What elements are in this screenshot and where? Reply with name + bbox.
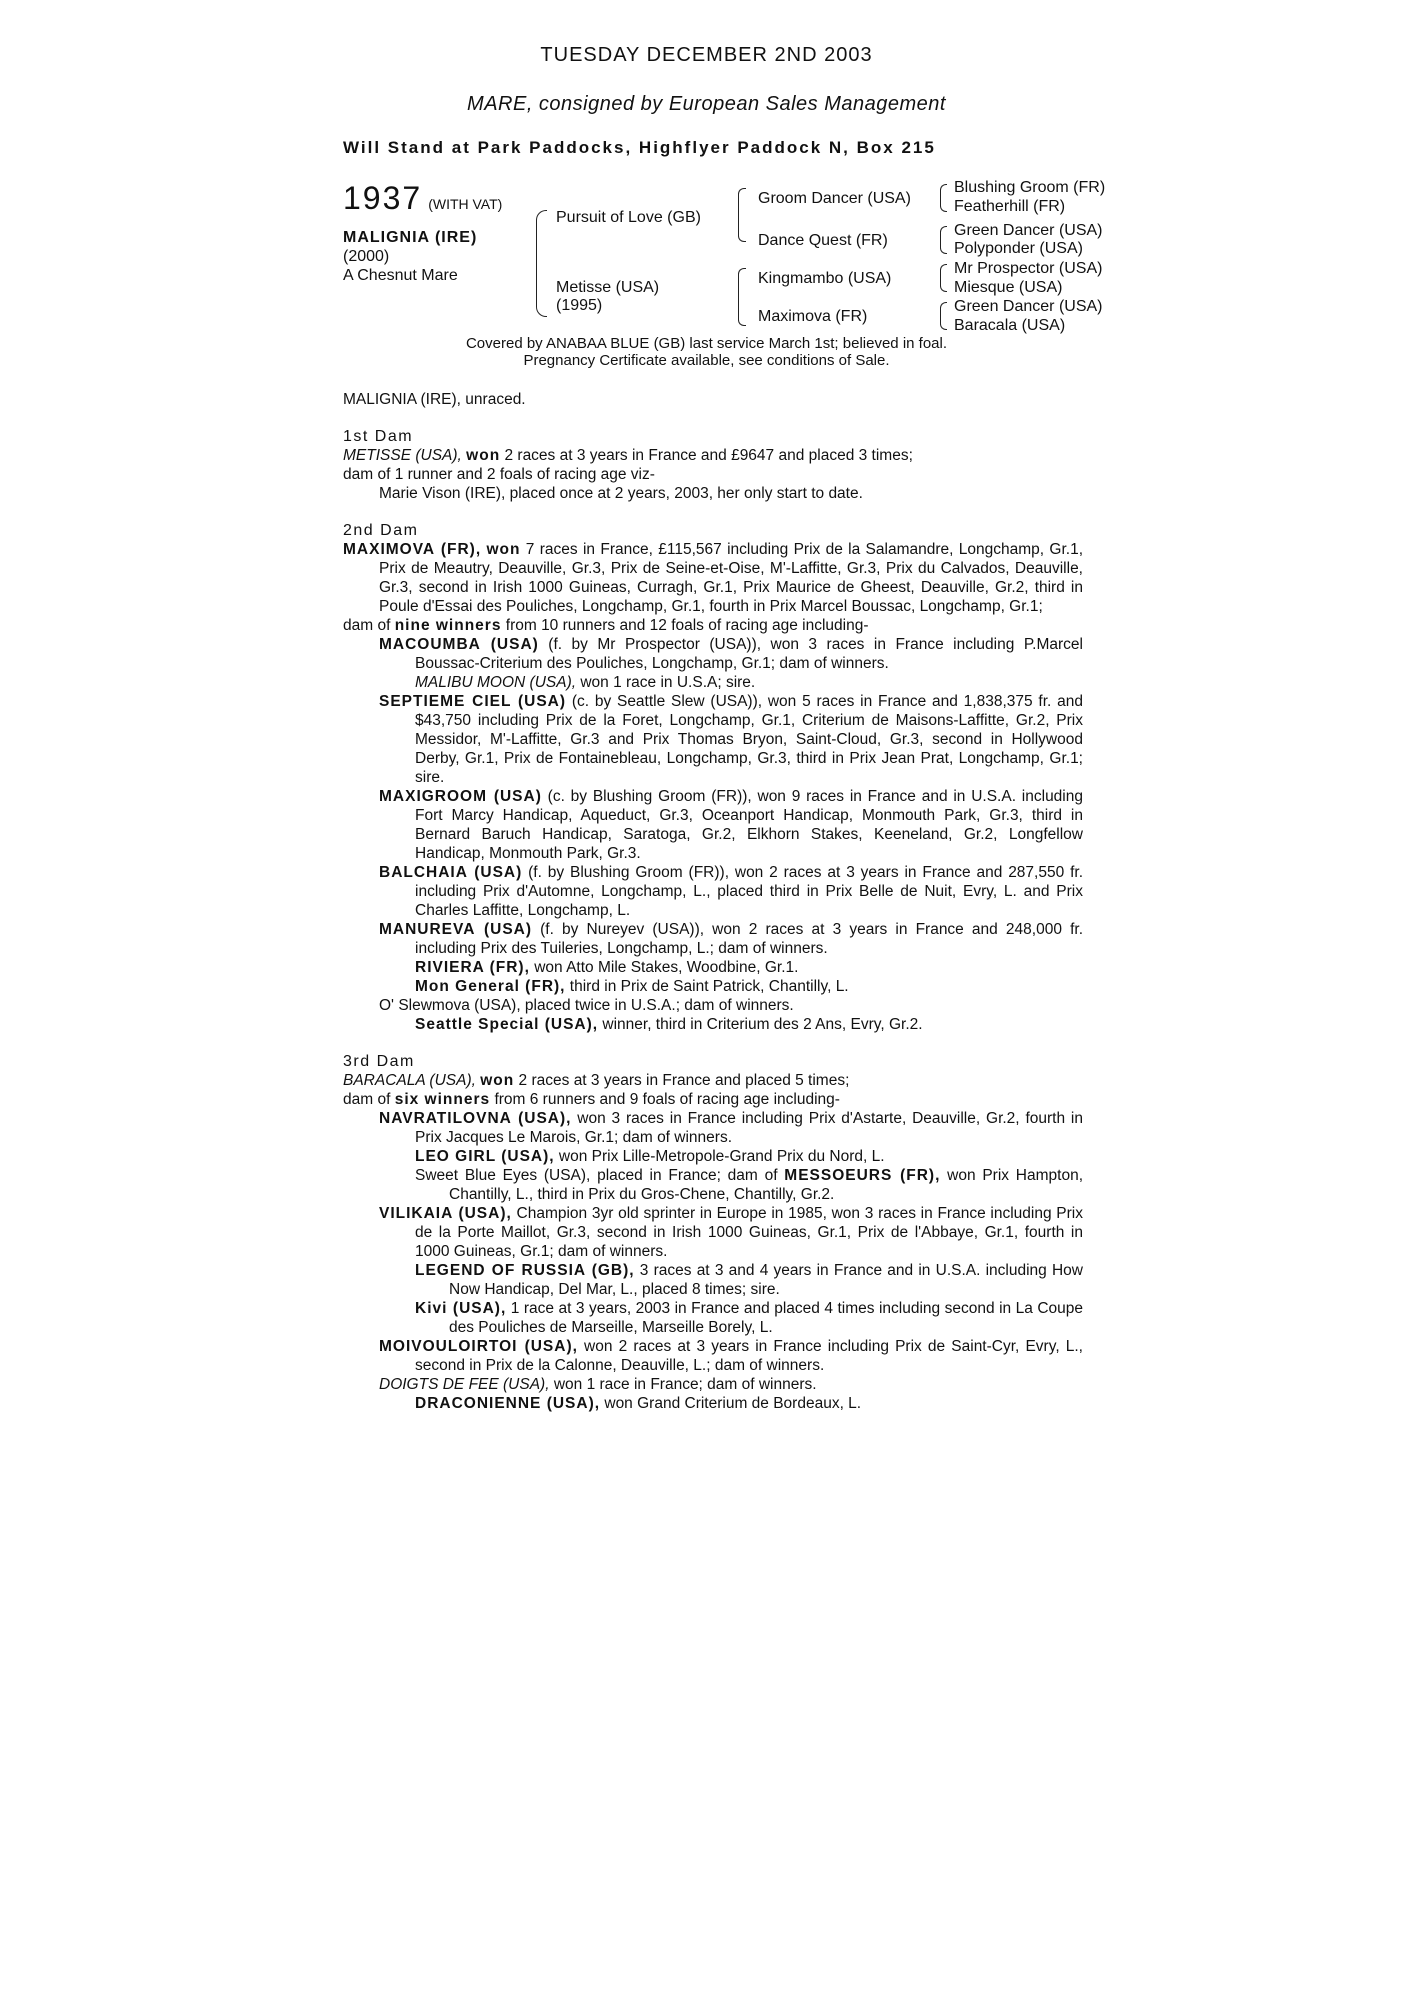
dam2-foal-1-text: (f. by Mr Prospector (USA)), won 3 races in France including P.Marcel Boussac-Criterium des Pouliches, Longchamp, Gr.1; dam of winners. (415, 636, 1083, 672)
dam3-foal-1b-name: MESSOEURS (FR), (784, 1167, 941, 1184)
dam2-produce-post: from 10 runners and 12 foals of racing age including- (501, 617, 869, 634)
covered-line-1: Covered by ANABAA BLUE (GB) last service March 1st; believed in foal. (465, 335, 948, 352)
dam3-produce (343, 1090, 1083, 1109)
dam2-foal-6a-name: Seattle Special (USA), (415, 1016, 599, 1033)
dam3-foal-1b-text: won Prix Hampton, Chantilly, L., third in Prix du Gros-Chene, Chantilly, Gr.2. (449, 1167, 1084, 1203)
dam1-record (343, 446, 1083, 465)
dam2-foal-6a (343, 1015, 1083, 1034)
dam3-record (343, 1071, 1083, 1090)
dam3-foal-2b (343, 1299, 1083, 1337)
dam2-foal-6: O' Slewmova (USA), placed twice in U.S.A.; dam of winners. (379, 997, 794, 1014)
dam2-foal-1a-name: MALIBU MOON (USA), (415, 674, 577, 691)
produce-record (343, 390, 1083, 1413)
dam2-foal-1-name: MACOUMBA (USA) (379, 636, 539, 653)
lot-number-block (343, 180, 502, 217)
pedigree-g1: Blushing Groom (FR) (954, 179, 1106, 196)
dam3-foal-1a-name: LEO GIRL (USA), (415, 1148, 555, 1165)
dam3-foal-1a (343, 1147, 1083, 1166)
pedigree-g5: Mr Prospector (USA) (954, 260, 1103, 277)
dam2-foal-1 (343, 635, 1083, 673)
consignment-line: MARE, consigned by European Sales Management (467, 93, 946, 115)
pedigree-g3: Green Dancer (USA) (954, 222, 1103, 239)
pedigree-g4: Polyponder (USA) (954, 240, 1083, 257)
pedigree-sire: Pursuit of Love (GB) (556, 209, 701, 226)
stand-location: Will Stand at Park Paddocks, Highflyer Paddock N, Box 215 (343, 138, 936, 157)
dam2-record (343, 540, 1083, 616)
pedigree-sire-dam: Dance Quest (FR) (758, 232, 888, 249)
pedigree-dam-dam: Maximova (FR) (758, 308, 868, 325)
pedigree-brace-g2 (940, 226, 947, 254)
dam3-foal-1a-text: won Prix Lille-Metropole-Grand Prix du Nord, L. (554, 1148, 885, 1165)
pedigree-sire-sire: Groom Dancer (USA) (758, 190, 911, 207)
dam2-foal-1a-text: won 1 race in U.S.A; sire. (576, 674, 756, 691)
dam2-foal-5a (343, 958, 1083, 977)
dam2-foal-3-text: (c. by Blushing Groom (FR)), won 9 races in France and in U.S.A. including Fort Marcy Handicap, Aqueduct, Gr.3, Oceanport Handicap, Monmouth Park, Gr.3, third in Bernard Baruch Handicap, Saratoga, Gr.2, Elkhorn Stakes, Keeneland, Gr.2, Longfellow Handicap, Monmouth Park, Gr.3. (415, 788, 1083, 862)
dam3-foal-2-name: VILIKAIA (USA), (379, 1205, 512, 1222)
dam2-foal-5b-text: third in Prix de Saint Patrick, Chantilly, L. (565, 978, 849, 995)
dam2-foal-5a-name: RIVIERA (FR), (415, 959, 530, 976)
dam1-produce: dam of 1 runner and 2 foals of racing age viz- (343, 466, 655, 483)
dam2-foal-1a (343, 673, 1083, 692)
dam3-foal-4a-name: DRACONIENNE (USA), (415, 1395, 601, 1412)
dam1-won: won (466, 447, 501, 464)
dam2-won: won (486, 541, 521, 558)
dam1-foal: Marie Vison (IRE), placed once at 2 years, 2003, her only start to date. (379, 485, 863, 502)
pedigree-dam-year: (1995) (556, 297, 603, 314)
pedigree-g8: Baracala (USA) (954, 317, 1066, 334)
horse-intro: MALIGNIA (IRE), unraced. (343, 391, 526, 408)
dam3-foal-4-text: won 1 race in France; dam of winners. (549, 1376, 817, 1393)
pedigree-brace-sire (738, 188, 746, 242)
horse-name: MALIGNIA (IRE) (343, 229, 478, 246)
dam3-foal-1b (343, 1166, 1083, 1204)
dam2-foal-4-text: (f. by Blushing Groom (FR)), won 2 races at 3 years in France and 287,550 fr. including Prix d'Automne, Longchamp, L., placed third in Prix Belle de Nuit, Evry, L. and Prix Charles Laffitte, Longchamp, L. (415, 864, 1083, 919)
dam2-foal-4-name: BALCHAIA (USA) (379, 864, 523, 881)
dam2-name: MAXIMOVA (FR), (343, 541, 482, 558)
dam3-foal-4a-text: won Grand Criterium de Bordeaux, L. (600, 1395, 862, 1412)
dam3-foal-2a (343, 1261, 1083, 1299)
dam3-produce-post: from 6 runners and 9 foals of racing age including- (490, 1091, 840, 1108)
dam3-heading: 3rd Dam (343, 1053, 415, 1070)
covered-note (0, 335, 1413, 369)
dam3-record-text: 2 races at 3 years in France and placed 5 times; (514, 1072, 850, 1089)
dam2-foal-4 (343, 863, 1083, 920)
dam1-heading: 1st Dam (343, 428, 414, 445)
dam2-foal-3-name: MAXIGROOM (USA) (379, 788, 542, 805)
dam2-foal-5b-name: Mon General (FR), (415, 978, 566, 995)
dam3-foal-2 (343, 1204, 1083, 1261)
dam3-foal-1 (343, 1109, 1083, 1147)
dam3-foal-2a-text: 3 races at 3 and 4 years in France and in U.S.A. including How Now Handicap, Del Mar, L., placed 8 times; sire. (449, 1262, 1083, 1298)
dam2-produce-bold: nine winners (394, 617, 502, 634)
pedigree-brace-g3 (940, 264, 947, 292)
dam3-name: BARACALA (USA), (343, 1072, 476, 1089)
dam3-foal-1b-pre: Sweet Blue Eyes (USA), placed in France; dam of (415, 1167, 785, 1184)
dam3-foal-2b-text: 1 race at 3 years, 2003 in France and placed 4 times including second in La Coupe des Pouliches de Marseille, Marseille Borely, L. (449, 1300, 1083, 1336)
vat-note: (WITH VAT) (428, 196, 503, 212)
dam3-foal-2b-name: Kivi (USA), (415, 1300, 507, 1317)
sale-date: TUESDAY DECEMBER 2ND 2003 (540, 44, 873, 66)
dam3-produce-bold: six winners (394, 1091, 491, 1108)
dam2-foal-6a-text: winner, third in Criterium des 2 Ans, Evry, Gr.2. (598, 1016, 923, 1033)
dam2-foal-2-name: SEPTIEME CIEL (USA) (379, 693, 567, 710)
dam3-foal-2-text: Champion 3yr old sprinter in Europe in 1985, won 3 races in France including Prix de la Porte Maillot, Gr.3, second in Irish 1000 Guineas, Gr.1, Prix de l'Abbaye, Gr.1, fourth in 1000 Guineas, Gr.1; dam of winners. (415, 1205, 1083, 1260)
dam2-foal-5a-text: won Atto Mile Stakes, Woodbine, Gr.1. (529, 959, 799, 976)
pedigree-brace-g4 (940, 302, 947, 330)
dam3-foal-1-name: NAVRATILOVNA (USA), (379, 1110, 572, 1127)
dam3-produce-pre: dam of (343, 1091, 395, 1108)
dam2-foal-2 (343, 692, 1083, 787)
dam2-heading: 2nd Dam (343, 522, 419, 539)
lot-number: 1937 (343, 180, 423, 216)
dam3-foal-1-text: won 3 races in France including Prix d'Astarte, Deauville, Gr.2, fourth in Prix Jacques Le Marois, Gr.1; dam of winners. (415, 1110, 1083, 1146)
dam2-foal-5-name: MANUREVA (USA) (379, 921, 533, 938)
dam2-foal-5 (343, 920, 1083, 958)
pedigree-g7: Green Dancer (USA) (954, 298, 1103, 315)
pedigree-g6: Miesque (USA) (954, 279, 1063, 296)
dam1-record-text: 2 races at 3 years in France and £9647 and placed 3 times; (500, 447, 913, 464)
dam2-foal-5-text: (f. by Nureyev (USA)), won 2 races at 3 years in France and 248,000 fr. including Prix des Tuileries, Longchamp, L.; dam of winners. (415, 921, 1084, 957)
pedigree-brace-main (536, 210, 547, 317)
dam3-foal-2a-name: LEGEND OF RUSSIA (GB), (415, 1262, 635, 1279)
dam2-foal-5b (343, 977, 1083, 996)
dam2-produce-pre: dam of (343, 617, 395, 634)
dam3-foal-4-name: DOIGTS DE FEE (USA), (379, 1376, 550, 1393)
pedigree-dam-sire: Kingmambo (USA) (758, 270, 892, 287)
dam2-foal-3 (343, 787, 1083, 863)
dam2-produce (343, 616, 1083, 635)
pedigree-brace-dam (738, 268, 746, 326)
dam3-foal-4 (343, 1375, 1083, 1394)
pedigree-brace-g1 (940, 184, 947, 212)
pedigree-dam: Metisse (USA) (556, 279, 660, 296)
dam3-foal-4a (343, 1394, 1083, 1413)
covered-line-2: Pregnancy Certificate available, see conditions of Sale. (523, 352, 890, 369)
dam3-foal-3-text: won 2 races at 3 years in France including Prix de Saint-Cyr, Evry, L., second in Prix de la Calonne, Deauville, L.; dam of winners. (415, 1338, 1083, 1374)
dam2-record-text: 7 races in France, £115,567 including Prix de la Salamandre, Longchamp, Gr.1, Prix de Meautry, Deauville, Gr.3, Prix de Seine-et-Oise, M'-Laffitte, Gr.3, Prix du Calvados, Deauville, Gr.3, second in Irish 1000 Guineas, Curragh, Gr.1, Prix Maurice de Gheest, Deauville, Gr.2, third in Poule d'Essai des Pouliches, Longchamp, Gr.1, fourth in Prix Marcel Boussac, Longchamp, Gr.1; (379, 541, 1084, 615)
dam3-foal-3 (343, 1337, 1083, 1375)
dam2-foal-2-text: (c. by Seattle Slew (USA)), won 5 races in France and 1,838,375 fr. and $43,750 including Prix de la Foret, Longchamp, Gr.1, Criterium de Maisons-Laffitte, Gr.2, Prix Messidor, M'-Laffitte, Gr.3 and Prix Thomas Bryon, Saint-Cloud, Gr.3, second in Hollywood Derby, Gr.1, Prix de Fontainebleau, Longchamp, Gr.3, third in Prix Jean Prat, Longchamp, Gr.1; sire. (415, 693, 1083, 786)
dam3-foal-3-name: MOIVOULOIRTOI (USA), (379, 1338, 578, 1355)
pedigree-g2: Featherhill (FR) (954, 198, 1066, 215)
horse-details (343, 228, 477, 285)
horse-description: A Chesnut Mare (343, 267, 458, 284)
dam1-name: METISSE (USA), (343, 447, 462, 464)
dam3-won: won (480, 1072, 515, 1089)
horse-year: (2000) (343, 248, 390, 265)
